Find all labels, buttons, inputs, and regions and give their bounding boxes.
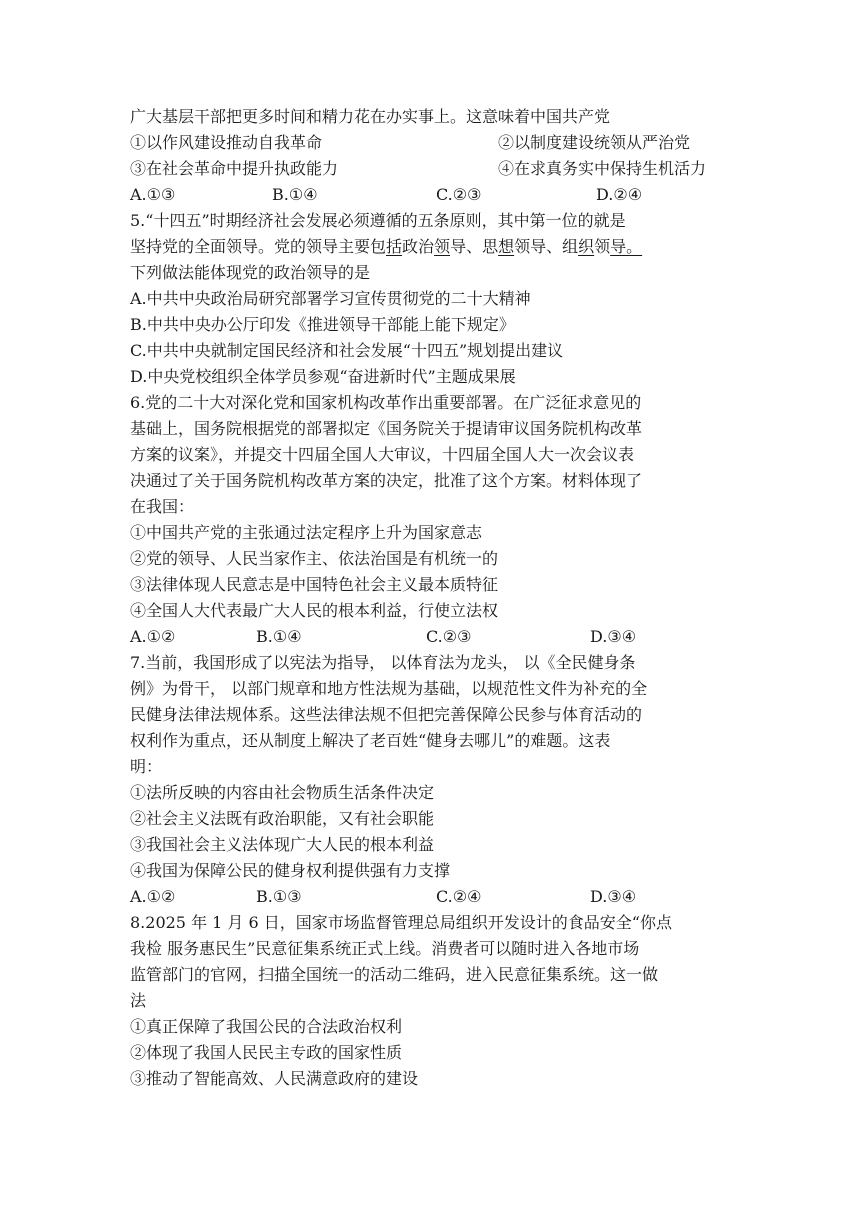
q7-option-1: ①法所反映的内容由社会物质生活条件决定	[130, 783, 435, 802]
q4-stem-tail: 广大基层干部把更多时间和精力花在办实事上。这意味着中国共产党	[130, 107, 611, 126]
q7-stem-line-3: 民健身法律法规体系。这些法律法规不但把完善保障公民参与体育活动的	[130, 705, 643, 724]
q6-stem-line-3: 方案的议案》，并提交十四届全国人大审议，十四届全国人大一次会议表	[130, 445, 635, 464]
q8-stem-line-1: 8.2025 年 1 月 6 日，国家市场监督管理总局组织开发设计的食品安全“你点	[130, 913, 672, 932]
q5-underlined-b: 领	[434, 237, 451, 256]
q5-text-d: 领导、组	[514, 237, 579, 256]
q7-choice-d: D.③④	[590, 887, 637, 906]
q5-option-c: C.中共中央就制定国民经济和社会发展“十四五”规划提出建议	[130, 341, 564, 360]
q5-stem-line-3: 下列做法能体现党的政治领导的是	[130, 263, 371, 282]
q8-option-3: ③推动了智能高效、人民满意政府的建设	[130, 1069, 419, 1088]
q8-stem-line-2: 我检 服务惠民生”民意征集系统正式上线。消费者可以随时进入各地市场	[130, 939, 640, 958]
q6-stem-line-1: 6.党的二十大对深化党和国家机构改革作出重要部署。在广泛征求意见的	[130, 393, 642, 412]
q8-stem-line-4: 法	[130, 991, 147, 1010]
q6-stem-line-4: 决通过了关于国务院机构改革方案的决定，批准了这个方案。材料体现了	[130, 471, 643, 490]
q7-stem-line-5: 明：	[130, 757, 163, 776]
q6-choice-b: B.①④	[256, 627, 302, 646]
q4-option-4: ④在求真务实中保持生机活力	[498, 159, 707, 178]
q6-option-1: ①中国共产党的主张通过法定程序上升为国家意志	[130, 523, 483, 542]
q7-option-4: ④我国为保障公民的健身权利提供强有力支撑	[130, 861, 451, 880]
q4-choice-c: C.②③	[436, 185, 482, 204]
q4-option-2: ②以制度建设统领从严治党	[498, 133, 691, 152]
q5-text-e: 领	[594, 237, 611, 256]
q5-text-c: 导、思	[450, 237, 499, 256]
q5-underlined-d: 织	[578, 237, 595, 256]
q7-choice-c: C.②④	[436, 887, 482, 906]
q6-stem-line-2: 基础上，国务院根据党的部署拟定《国务院关于提请审议国务院机构改革	[130, 419, 643, 438]
q5-option-b: B.中共中央办公厅印发《推进领导干部能上能下规定》	[130, 315, 515, 334]
q7-stem-line-2: 例》为骨干， 以部门规章和地方性法规为基础，以规范性文件为补充的全	[130, 679, 648, 698]
q6-option-3: ③法律体现人民意志是中国特色社会主义最本质特征	[130, 575, 499, 594]
q4-choice-b: B.①④	[272, 185, 318, 204]
q5-underlined-c: 想	[498, 237, 515, 256]
q6-choice-a: A.①②	[130, 627, 176, 646]
q7-stem-line-4: 权利作为重点，还从制度上解决了老百姓“健身去哪儿”的难题。这表	[130, 731, 611, 750]
q4-option-3: ③在社会革命中提升执政能力	[130, 159, 339, 178]
q4-option-1: ①以作风建设推动自我革命	[130, 133, 323, 152]
q7-option-2: ②社会主义法既有政治职能，又有社会职能	[130, 809, 435, 828]
q7-stem-line-1: 7.当前，我国形成了以宪法为指导， 以体育法为龙头， 以《全民健身条	[130, 653, 636, 672]
q8-option-2: ②体现了我国人民民主专政的国家性质	[130, 1043, 403, 1062]
q4-choice-a: A.①③	[130, 185, 176, 204]
q6-choice-d: D.③④	[590, 627, 637, 646]
q5-underlined-a: 括	[386, 237, 403, 256]
q5-stem-line-2	[130, 235, 642, 259]
q6-stem-line-5: 在我国：	[130, 497, 195, 516]
q5-option-d: D.中央党校组织全体学员参观“奋进新时代”主题成果展	[130, 367, 516, 386]
q5-text-a: 坚持党的全面领导。党的领导主要包	[130, 237, 387, 256]
q8-option-1: ①真正保障了我国公民的合法政治权利	[130, 1017, 403, 1036]
q4-choice-d: D.②④	[596, 185, 643, 204]
q5-underlined-e: 导。	[610, 237, 643, 256]
q7-option-3: ③我国社会主义法体现广大人民的根本利益	[130, 835, 435, 854]
q7-choice-b: B.①③	[256, 887, 302, 906]
q6-option-2: ②党的领导、人民当家作主、依法治国是有机统一的	[130, 549, 499, 568]
q8-stem-line-3: 监管部门的官网，扫描全国统一的活动二维码，进入民意征集系统。这一做	[130, 965, 659, 984]
q6-choice-c: C.②③	[426, 627, 472, 646]
q5-text-b: 政治	[402, 237, 435, 256]
q7-choice-a: A.①②	[130, 887, 176, 906]
q5-stem-line-1: 5.“十四五”时期经济社会发展必须遵循的五条原则，其中第一位的就是	[130, 211, 626, 230]
q5-option-a: A.中共中央政治局研究部署学习宣传贯彻党的二十大精神	[130, 289, 531, 308]
q6-option-4: ④全国人大代表最广大人民的根本利益，行使立法权	[130, 601, 499, 620]
